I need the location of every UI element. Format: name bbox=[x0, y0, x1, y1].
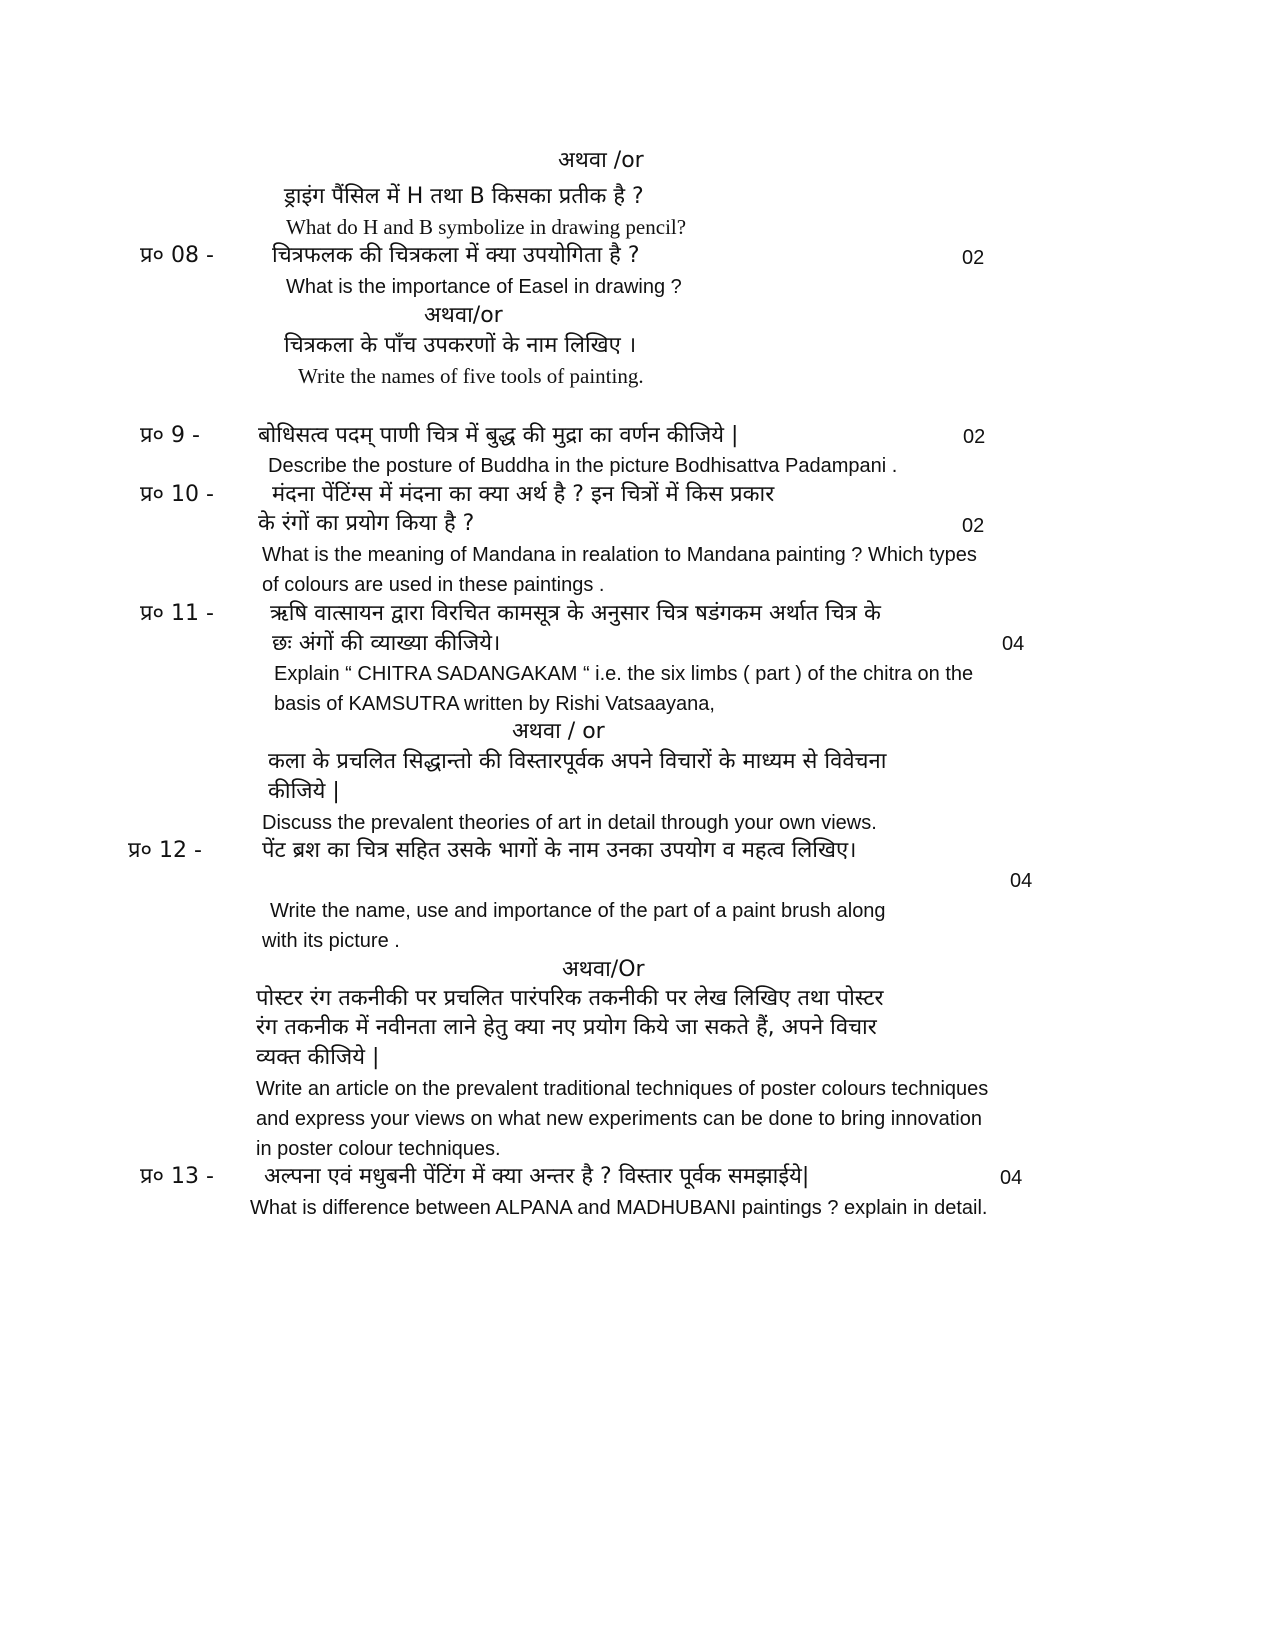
question-text-hindi: के रंगों का प्रयोग किया है ? bbox=[258, 511, 475, 536]
question-text-english: Write the name, use and importance of the part of a paint brush along bbox=[270, 900, 886, 922]
question-text-english: What is the importance of Easel in drawing ? bbox=[286, 276, 682, 298]
or-divider: अथवा /or bbox=[558, 148, 644, 173]
question-text-english: of colours are used in these paintings . bbox=[262, 574, 605, 596]
question-text-hindi: पेंट ब्रश का चित्र सहित उसके भागों के नाम उनका उपयोग व महत्व लिखिए। bbox=[262, 838, 857, 863]
question-text-english: in poster colour techniques. bbox=[256, 1138, 501, 1160]
question-text-hindi: अल्पना एवं मधुबनी पेंटिंग में क्या अन्तर है ? विस्तार पूर्वक समझाईये| bbox=[264, 1164, 810, 1189]
or-divider: अथवा / or bbox=[512, 719, 605, 744]
question-text-hindi: ऋषि वात्सायन द्वारा विरचित कामसूत्र के अनुसार चित्र षडंगकम अर्थात चित्र के bbox=[270, 601, 881, 626]
question-number: प्र० 10 - bbox=[140, 482, 214, 507]
question-text-english: and express your views on what new experiments can be done to bring innovation bbox=[256, 1108, 982, 1130]
question-text-english: What is difference between ALPANA and MADHUBANI paintings ? explain in detail. bbox=[250, 1197, 988, 1219]
or-divider: अथवा/or bbox=[424, 303, 503, 328]
question-text-english: Describe the posture of Buddha in the picture Bodhisattva Padampani . bbox=[268, 455, 898, 477]
question-text-hindi: व्यक्त कीजिये | bbox=[256, 1045, 380, 1070]
question-text-hindi: पोस्टर रंग तकनीकी पर प्रचलित पारंपरिक तकनीकी पर लेख लिखिए तथा पोस्टर bbox=[256, 986, 884, 1011]
question-text-english: What do H and B symbolize in drawing pencil? bbox=[286, 215, 687, 239]
marks: 04 bbox=[1002, 633, 1025, 655]
marks: 04 bbox=[1010, 870, 1033, 892]
question-number: प्र० 9 - bbox=[140, 423, 200, 448]
question-number: प्र० 08 - bbox=[140, 243, 214, 268]
question-text-hindi: छः अंगों की व्याख्या कीजिये। bbox=[272, 631, 501, 656]
question-text-hindi: ड्राइंग पैंसिल में H तथा B किसका प्रतीक है ? bbox=[284, 184, 644, 209]
or-divider: अथवा/Or bbox=[562, 957, 645, 982]
question-text-hindi: मंदना पेंटिंग्स में मंदना का क्या अर्थ है ? इन चित्रों में किस प्रकार bbox=[272, 482, 775, 507]
question-number: प्र० 13 - bbox=[140, 1164, 214, 1189]
question-text-english: What is the meaning of Mandana in realation to Mandana painting ? Which types bbox=[262, 544, 977, 566]
marks: 02 bbox=[962, 247, 985, 269]
marks: 04 bbox=[1000, 1167, 1023, 1189]
question-text-hindi: बोधिसत्व पदम् पाणी चित्र में बुद्ध की मुद्रा का वर्णन कीजिये | bbox=[258, 423, 739, 448]
question-text-english: with its picture . bbox=[262, 930, 400, 952]
marks: 02 bbox=[962, 515, 985, 537]
question-text-english: Explain “ CHITRA SADANGAKAM “ i.e. the six limbs ( part ) of the chitra on the bbox=[274, 663, 974, 685]
question-number: प्र० 11 - bbox=[140, 601, 214, 626]
question-text-english: basis of KAMSUTRA written by Rishi Vatsaayana, bbox=[274, 693, 715, 715]
question-text-english: Discuss the prevalent theories of art in detail through your own views. bbox=[262, 812, 877, 834]
question-text-hindi: चित्रफलक की चित्रकला में क्या उपयोगिता है ? bbox=[272, 243, 640, 268]
marks: 02 bbox=[963, 426, 986, 448]
question-text-english: Write the names of five tools of painting. bbox=[298, 364, 644, 388]
question-number: प्र० 12 - bbox=[128, 838, 202, 863]
question-text-english: Write an article on the prevalent traditional techniques of poster colours techniques bbox=[256, 1078, 989, 1100]
question-text-hindi: कला के प्रचलित सिद्धान्तो की विस्तारपूर्वक अपने विचारों के माध्यम से विवेचना bbox=[268, 749, 887, 774]
question-text-hindi: रंग तकनीक में नवीनता लाने हेतु क्या नए प्रयोग किये जा सकते हैं, अपने विचार bbox=[256, 1015, 877, 1040]
question-text-hindi: चित्रकला के पाँच उपकरणों के नाम लिखिए । bbox=[284, 333, 637, 358]
question-text-hindi: कीजिये | bbox=[268, 779, 340, 804]
